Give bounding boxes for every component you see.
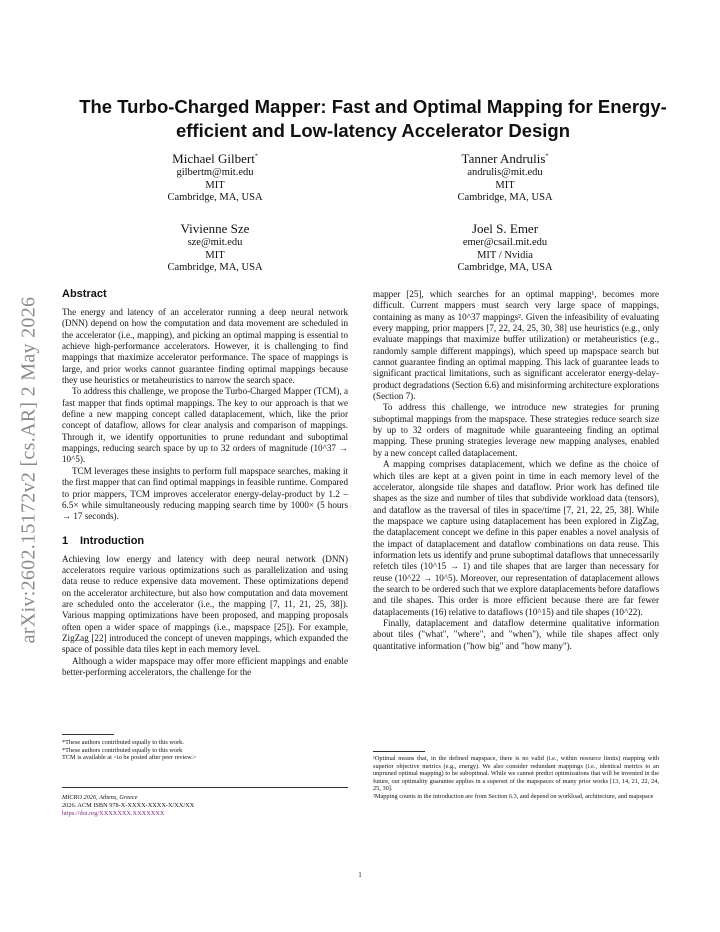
author-location: Cambridge, MA, USA [167, 262, 263, 273]
intro-paragraph: Although a wider mapspace may offer more efficient mappings and enable better-performing accelerators, the challenge for the [62, 655, 348, 677]
footnote: ²Mapping counts in the introduction are from Section 6.3, and depend on workload, architecture, and mapspace [373, 792, 654, 800]
author-block [385, 221, 625, 275]
section-heading [62, 535, 348, 548]
body-paragraph: Finally, dataplacement and dataflow determine qualitative information about tiles ("what", "where", and "when"), while tile shapes affect only quantitative information ("how big" and "how many"). [373, 617, 659, 651]
section-number: 1 [62, 534, 69, 547]
author-email: sze@mit.edu [187, 237, 243, 248]
author-location: Cambridge, MA, USA [167, 192, 263, 203]
author-mark: * [545, 153, 549, 160]
left-column [62, 288, 348, 678]
body-paragraph: A mapping comprises dataplacement, which we define as the choice of which tiles are kept at a given point in time in each memory level of the accelerator, alongside tile shapes and dataflow. Prior work has defined tile shapes as the size and number of tiles that subdivide workload data (tensors), and dataflow as the traversal of tiles in space/time [7, 21, 22, 25, 38]. While the mapspace we capture using dataplacement has been explored in ZigZag, the dataplacement concept we define in this paper enables a novel analysis of the impact of dataplacement and dataflow combinations on data reuse. This information lets us identify and prune suboptimal dataflows that unnecessarily refetch tiles (10^15 → 1) and tile shapes that are larger than necessary for reuse (10^22 → 10^5). Moreover, our representation of dataplacement allows the search to be ordered such that we explore dataplacements before dataflows and tile shapes. This order is more efficient because there are far fewer dataplacements (16) relative to dataflows (10^15) and tile shapes (10^22). [373, 459, 659, 617]
left-footnotes [62, 739, 348, 762]
footnote: *These authors contributed equally to this work [62, 746, 183, 754]
page-number: 1 [358, 871, 362, 879]
author-org: MIT / Nvidia [477, 249, 533, 261]
section-title: Introduction [80, 534, 145, 547]
author-org: MIT [205, 249, 225, 261]
author-block [95, 221, 335, 275]
author-block [95, 151, 335, 205]
right-footnotes [373, 755, 659, 801]
abstract-heading: Abstract [62, 288, 107, 300]
abstract-paragraph: To address this challenge, we propose the Turbo-Charged Mapper (TCM), a fast mapper that finds optimal mappings. The key to our approach is that we define a new mapping concept called dataplacement, which, like the prior concept of dataflow, allows for clear analysis and comparison of mappings. Through it, we identify opportunities to prune redundant and suboptimal mappings, reducing search space by up to 32 orders of magnitude (10^37 → 10^5). [62, 386, 348, 465]
author-name: Joel S. Emer [471, 221, 539, 236]
author-block [385, 151, 625, 205]
publication-rule [62, 787, 348, 788]
footnote-rule [373, 751, 425, 752]
author-org: MIT [205, 179, 225, 191]
abstract-paragraph: TCM leverages these insights to perform full mapspace searches, making it the first mapper that can find optimal mappings in feasible runtime. Compared to prior mappers, TCM improves accelerator energy-delay-product by 1.2 – 6.5× while simultaneously reducing mapping search time by 1000× (5 hours → 17 seconds). [62, 465, 348, 522]
publication-info [62, 794, 348, 817]
author-org: MIT [495, 179, 515, 191]
footnote-rule [62, 734, 114, 735]
author-name: Vivienne Sze [180, 221, 250, 236]
author-mark: * [254, 153, 258, 160]
arxiv-stamp: arXiv:2602.15172v2 [cs.AR] 2 May 2026 [17, 296, 40, 644]
doi-link[interactable]: https://doi.org/XXXXXXX.XXXXXXX [62, 809, 165, 817]
right-column [373, 289, 659, 652]
author-name: Michael Gilbert [172, 151, 255, 166]
abstract-paragraph: The energy and latency of an accelerator running a deep neural network (DNN) depend on how the computation and data movement are scheduled in the accelerator (i.e., mapping), and picking an optimal mapping is essential to achieve high-performance accelerators. However, it is challenging to find mappings that maximize accelerator performance. The space of mappings is large, and prior works cannot guarantee finding optimal mappings because they use heuristics or metaheuristics to narrow the search space. [62, 307, 348, 386]
author-name: Tanner Andrulis [461, 151, 546, 166]
body-paragraph: mapper [25], which searches for an optimal mapping¹, becomes more difficult. Current mappers must search very large space of mappings, containing as many as 10^37 mappings². Given the infeasibility of evaluating every mapping, prior mappers [7, 22, 24, 25, 30, 38] use heuristics (e.g., only evaluate mappings that maximize buffer utilization) or metaheuristics (e.g., randomly sample different mappings), which speed up mapspace search but cannot guarantee finding an optimal mapping. This lack of guarantee leads to significant practical limitations, such as significant accelerator energy-delay-product degradations (Section 6.6) and misinforming architecture explorations (Section 7). [373, 289, 659, 402]
author-location: Cambridge, MA, USA [457, 192, 553, 203]
venue: MICRO 2026, Athens, Greece [62, 794, 138, 801]
author-location: Cambridge, MA, USA [457, 262, 553, 273]
author-email: emer@csail.mit.edu [462, 237, 548, 248]
footnote: TCM is available at <to be posted after peer review.> [62, 754, 197, 762]
paper-title: The Turbo-Charged Mapper: Fast and Optimal Mapping for Energy-efficient and Low-latency Accelerator Design [79, 96, 667, 141]
footnote: ¹Optimal means that, in the defined mapspace, there is no valid (i.e., within resource limits) mapping with superior objective metrics (e.g., energy). We also consider redundant mappings (i.e., identical metrics to an unpruned optimal mapping) to be suboptimal. While we cannot predict optimizations that will be invented in the future, our optimality guarantee applies in a superset of the mapspaces of many prior works [13, 14, 21, 22, 24, 25, 30]. [373, 755, 659, 793]
author-email: andrulis@mit.edu [467, 167, 543, 178]
body-paragraph: To address this challenge, we introduce new strategies for pruning suboptimal mappings from the mapspace. These strategies reduce search size by up to 32 orders of magnitude while guaranteeing finding an optimal mapping. These pruning strategies leverage new mapping analyses, enabled by a new concept called dataplacement. [373, 402, 659, 458]
footnote: *These authors contributed equally to this work. [62, 739, 184, 746]
copyright: 2026. ACM ISBN 978-X-XXXX-XXXX-X/XX/XX [62, 801, 195, 809]
intro-paragraph: Achieving low energy and latency with deep neural network (DNN) accelerators require various optimizations such as parallelization and using data reuse to reduce expensive data movement. These optimizations depend on the accelerator architecture, but also how computation and data movement are scheduled onto the accelerator (i.e., the mapping [7, 11, 21, 25, 38]). Various mapping optimizations have been proposed, and mapping proposals often open a wider space of mappings (i.e., mapspace [25]). For example, ZigZag [22] introduced the concept of uneven mappings, which expanded the space of possible data tiles kept in each memory level. [62, 553, 348, 655]
author-email: gilbertm@mit.edu [176, 167, 254, 178]
